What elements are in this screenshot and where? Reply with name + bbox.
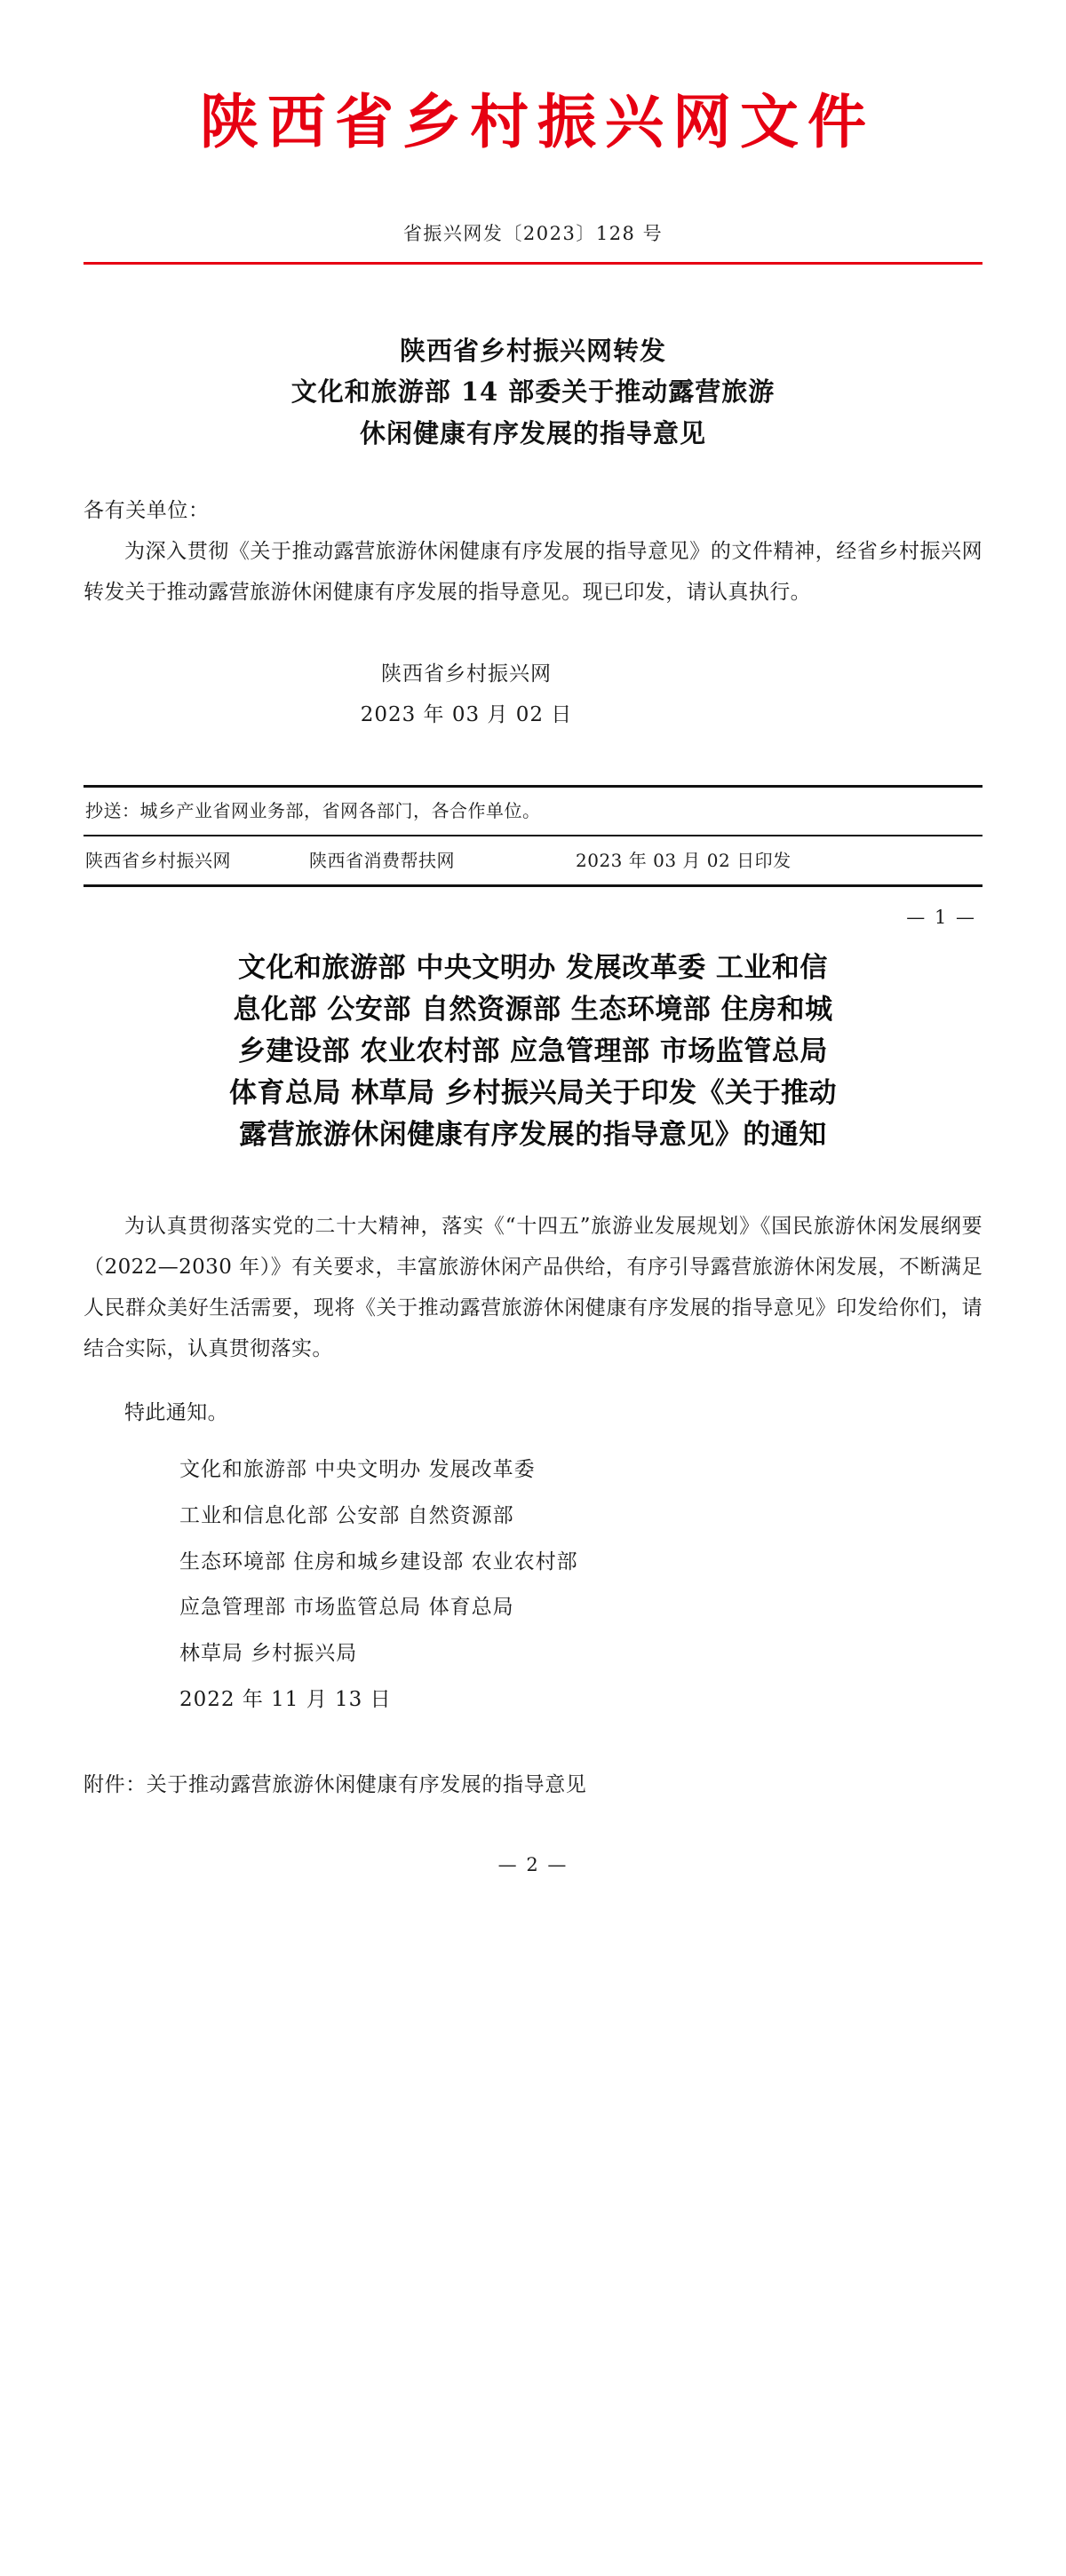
issue-date: 2023 年 03 月 02 日印发 [576, 849, 792, 871]
masthead [0, 0, 1066, 159]
copy-to-line: 抄送：城乡产业省网业务部，省网各部门，各合作单位。 [85, 800, 541, 822]
notice-title [80, 947, 986, 1157]
transmittal-title-line-2: 文化和旅游部 14 部委关于推动露营旅游 [290, 376, 776, 408]
transmittal-title-line-3: 休闲健康有序发展的指导意见 [359, 418, 706, 449]
footer-rule-bottom [84, 884, 982, 887]
transmittal-paragraph: 为深入贯彻《关于推动露营旅游休闲健康有序发展的指导意见》的文件精神，经省乡村振兴网转发关于推动露营旅游休闲健康有序发展的指导意见。现已印发，请认真执行。 [84, 540, 982, 605]
agency-line-5: 林草局 乡村振兴局 [179, 1642, 358, 1666]
transmittal-signature [84, 654, 982, 735]
notice-spacer [84, 1369, 982, 1392]
page-number-1: — 1 — [906, 906, 976, 928]
issuer-left: 陕西省乡村振兴网 [85, 849, 231, 871]
notice-title-line-4: 体育总局 林草局 乡村振兴局关于印发《关于推动 [228, 1076, 838, 1109]
masthead-red-divider [84, 262, 982, 265]
signer-name: 陕西省乡村振兴网 [381, 662, 552, 686]
transmittal-title [0, 330, 1066, 456]
notice-title-line-2: 息化部 公安部 自然资源部 生态环境部 住房和城 [233, 993, 833, 1026]
notice-paragraph: 为认真贯彻落实党的二十大精神，落实《“十四五”旅游业发展规划》《国民旅游休闲发展纲要（2022—2030 年）》有关要求，丰富旅游休闲产品供给，有序引导露营旅游休闲发展，不断满足人民群众美好生活需要，现将《关于推动露营旅游休闲健康有序发展的指导意见》印发给你们，请结合实际，认真贯彻落实。 [84, 1215, 982, 1361]
transmittal-body [84, 492, 982, 735]
notice-sign-date: 2022 年 11 月 13 日 [179, 1687, 392, 1711]
notice-agency-list [84, 1447, 982, 1724]
salutation: 各有关单位： [84, 499, 210, 523]
attachment-line: 附件：关于推动露营旅游休闲健康有序发展的指导意见 [84, 1772, 587, 1796]
notice-title-line-3: 乡建设部 农业农村部 应急管理部 市场监管总局 [238, 1034, 828, 1067]
transmittal-title-line-1: 陕西省乡村振兴网转发 [399, 335, 666, 366]
notice-body [84, 1206, 982, 1804]
notice-title-line-1: 文化和旅游部 中央文明办 发展改革委 工业和信 [238, 951, 828, 984]
issuance-row [84, 836, 982, 884]
agency-line-2: 工业和信息化部 公安部 自然资源部 [179, 1503, 514, 1527]
page-number-2: — 2 — [497, 1854, 569, 1876]
notice-title-line-5: 露营旅游休闲健康有序发展的指导意见》的通知 [239, 1119, 827, 1152]
agency-line-4: 应急管理部 市场监管总局 体育总局 [179, 1596, 514, 1620]
issuer-middle: 陕西省消费帮扶网 [309, 849, 455, 871]
issuance-footer [84, 785, 982, 887]
notice-closing: 特此通知。 [124, 1401, 228, 1425]
agency-line-3: 生态环境部 住房和城乡建设部 农业农村部 [179, 1550, 578, 1573]
agency-line-1: 文化和旅游部 中央文明办 发展改革委 [179, 1458, 536, 1482]
document-number: 省振兴网发〔2023〕128 号 [402, 222, 664, 244]
masthead-title: 陕西省乡村振兴网文件 [200, 87, 875, 156]
signer-date: 2023 年 03 月 02 日 [360, 703, 573, 727]
